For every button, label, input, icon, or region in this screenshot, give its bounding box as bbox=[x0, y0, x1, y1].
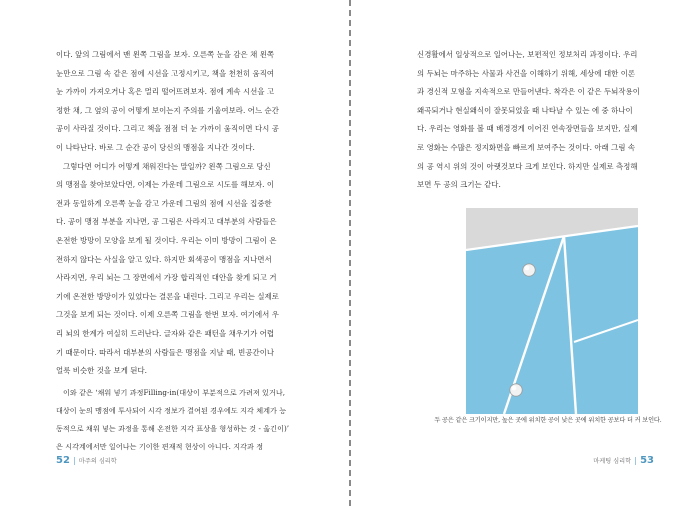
text-line: 이다. 앞의 그림에서 맨 왼쪽 그림을 보자. 오른쪽 눈을 감은 채 왼쪽 bbox=[56, 50, 275, 59]
left-paragraph-1 bbox=[56, 46, 326, 158]
text-line: 왜곡되거나 현실왜식이 잘못되었을 때 나타날 수 있는 에 중 하나이 bbox=[417, 105, 633, 115]
text-line: 얼룩 비슷한 것을 보게 된다. bbox=[56, 366, 148, 376]
cross-line bbox=[574, 320, 638, 342]
text-line: 눈 가까이 가져오거나 혹은 멀리 떨어뜨려보자. 점에 계속 시선을 고 bbox=[56, 87, 275, 97]
text-line: 대상이 눈의 맹점에 투사되어 시각 정보가 결여된 경우에도 지각 체계가 능 bbox=[56, 405, 287, 415]
text-line: 의 공 역시 위의 것이 아랫것보다 크게 보인다. 하지만 실제로 측정해 bbox=[417, 161, 638, 171]
text-line: 리 뇌의 한계가 여실히 드러난다. 글자와 같은 패턴을 채우기가 어렵 bbox=[56, 328, 275, 338]
text-line: 의 맹점을 찾아보았다면, 이제는 가운데 그림으로 시도를 해보자. 이 bbox=[56, 180, 275, 190]
text-line: 다. 우리는 영화를 볼 때 배경경게 이어진 연속장면들을 보지만, 실제 bbox=[417, 124, 638, 134]
text-line: 온전한 방망이 모양을 보게 될 것이다. 우리는 이미 방망이 그림이 온 bbox=[56, 235, 277, 245]
illusion-drawing bbox=[466, 208, 638, 414]
left-paragraph-3 bbox=[56, 384, 326, 457]
text-line: 이 나타난다. 바로 그 순간 공이 당신의 맹점을 지나간 것이다. bbox=[56, 142, 255, 152]
text-line: 전과 동일하게 오른쪽 눈을 감고 가운데 그림의 점에 시선을 집중한 bbox=[56, 198, 272, 208]
text-line: 다. 공이 맹점 부분을 지나면, 공 그림은 사라지고 대부분의 사람들은 bbox=[56, 217, 277, 227]
text-line: 은 시각계에서만 일어나는 기이한 편재적 현상이 아니다. 지각과 정 bbox=[56, 442, 264, 452]
text-line: 동적으로 채워 넣는 과정을 통해 온전한 지각 표상을 형성하는 것 - 옮긴이)’ bbox=[56, 424, 290, 434]
left-folio bbox=[56, 455, 117, 466]
right-page bbox=[352, 0, 700, 506]
folio-separator bbox=[635, 457, 636, 465]
text-line: 전하지 않다는 사실을 알고 있다. 하지만 회색공이 맹점을 지나면서 bbox=[56, 254, 272, 264]
left-paragraph-2 bbox=[56, 158, 326, 381]
text-line: 그렇다면 어디가 어떻게 채워진다는 말일까? 왼쪽 그림으로 당신 bbox=[63, 161, 271, 171]
folio-separator bbox=[74, 457, 75, 465]
text-line: 그것을 보게 되는 것이다. 이제 오른쪽 그림을 한번 보자. 여기에서 우 bbox=[56, 310, 279, 320]
text-line: 신경활에서 일상적으로 일어나는, 보편적인 정보처리 과정이다. 우리 bbox=[417, 50, 638, 59]
text-line: 기 때문이다. 따라서 대부분의 사람들은 맹점을 지날 때, 빈공간이나 bbox=[56, 347, 275, 357]
text-line: 공이 사라질 것이다. 그리고 책을 점점 더 눈 가까이 움직이면 다시 공 bbox=[56, 124, 279, 134]
right-folio bbox=[593, 455, 654, 466]
page-number: 52 bbox=[56, 455, 70, 466]
upper-ball-icon bbox=[523, 264, 535, 276]
ball-size-illusion-figure bbox=[466, 208, 638, 414]
text-line: 눈만으로 그림 속 같은 점에 시선을 고정시키고, 책을 천천히 움직여 bbox=[56, 68, 275, 78]
running-title: 마케팅 심리학 bbox=[593, 458, 632, 465]
left-body-text bbox=[56, 46, 326, 457]
page-number: 53 bbox=[640, 455, 654, 466]
running-title: 마주의 심리학 bbox=[78, 458, 117, 465]
text-line: 의 두뇌는 마주하는 사물과 사건을 이해하기 위해, 세상에 대한 이론 bbox=[417, 68, 636, 78]
text-line: 로 영화는 수많은 정지화면을 빠르게 보여주는 것이다. 아래 그림 속 bbox=[417, 142, 636, 152]
figure-caption: 두 공은 같은 크기이지만, 높은 곳에 위치한 공이 낮은 곳에 위치한 공보다 더 커 보인다. bbox=[434, 417, 662, 424]
lower-ball-icon bbox=[510, 384, 522, 396]
text-line: 과 경신적 모형을 지속적으로 만들어낸다. 착각은 이 같은 두뇌작용이 bbox=[417, 87, 640, 97]
text-line: 기에 온전한 방망이가 있었다는 결론을 내린다. 그리고 우리는 실제로 bbox=[56, 291, 279, 301]
text-line: 이와 같은 ‘채워 넣기 과정Filling-in(대상이 부분적으로 가려져 있거나, bbox=[63, 387, 286, 397]
perspective-line-right bbox=[564, 236, 576, 414]
text-line: 보면 두 공의 크기는 같다. bbox=[417, 180, 501, 190]
text-line: 사라지면, 우리 뇌는 그 장면에서 가장 합리적인 대안을 찾게 되고 거 bbox=[56, 273, 277, 283]
text-line: 정한 채, 그 옆의 공이 어떻게 보이는지 주의를 기울여보라. 어느 순간 bbox=[56, 105, 279, 115]
left-page bbox=[0, 0, 348, 506]
right-body-text bbox=[417, 46, 681, 195]
page-fold-divider bbox=[349, 0, 351, 506]
